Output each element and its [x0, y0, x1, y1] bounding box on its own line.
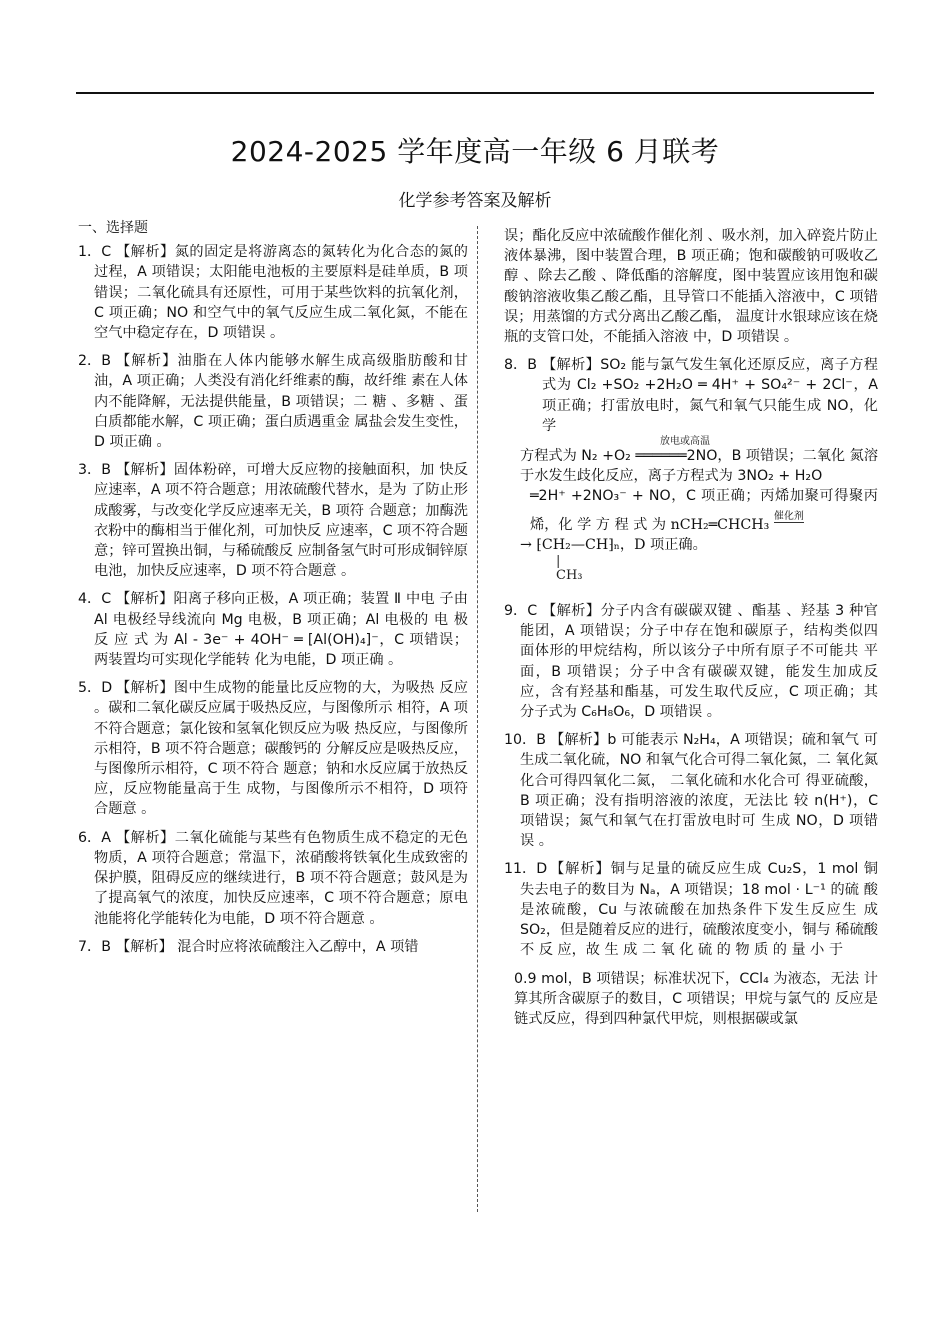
answer-text: 【解析】图中生成物的能量比反应物的大，为吸热 反应 。碳和二氧化碳反应属于吸热反应，与图像所示 相符，A 项不符合题意；氯化铵和氢氧化钡反应为吸 热反应，与图像所示相符，B 项不符合题意；碳酸钙的 分解反应是吸热反应，与图像所示相符，C 项不符合 题意；钠和水反应属于放热反应，反应物能量高于生 成物，与图像所示不相符，D 项符合题意 。: [94, 680, 468, 818]
page-title: 2024-2025 学年度高一年级 6 月联考: [230, 135, 720, 168]
answer-number: 8．B: [504, 357, 537, 374]
column-divider: [477, 226, 478, 1212]
answer-item: [504, 601, 878, 722]
polymer-formula: → ⁅CH₂—CH⁆ₙ，D 项正确。: [520, 536, 707, 553]
answer-number: 6．A: [78, 829, 111, 846]
monomer-formula: nCH₂═CHCH₃: [670, 516, 770, 533]
section-label: 一、选择题: [78, 220, 148, 236]
answer-text: 【解析】氮的固定是将游离态的氮转化为化合态的氮的过程，A 项错误；太阳能电池板的主要原料是硅单质，B 项错误；二氧化硫具有还原性，可用于某些饮料的抗氧化剂，C 项正确；NO 和空气中的氧气反应生成二氧化氮，不能在空气中稳定存在，D 项错误 。: [94, 244, 468, 342]
answer-text: 【解析】油脂在人体内能够水解生成高级脂肪酸和甘油，A 项正确；人类没有消化纤维素的酶，故纤维 素在人体内不能降解，无法提供能量，B 项错误；二 糖 、多糖 、蛋白质都能水解，C 项正确；蛋白质遇重金 属盐会发生变性，D 项正确 。: [94, 353, 468, 451]
answer-number: 5．D: [78, 680, 113, 697]
answer-number: 10．B: [504, 732, 546, 749]
answer-number: 9．C: [504, 603, 538, 620]
equation-text: ═2H⁺ +2NO₃⁻ + NO，C 项正确；丙烯加聚可得聚丙 烯，化 学 方 程 式 为: [530, 488, 883, 533]
answer-item: [78, 589, 468, 670]
answer-text: 【解析】SO₂ 能与氯气发生氧化还原反应，离子方程式为 Cl₂ +SO₂ +2H₂O ═ 4H⁺ + SO₄²⁻ + 2Cl⁻，A 项正确；打雷放电时，氮气和氧气只能生成 NO，化学: [542, 357, 878, 434]
answer-text: 【解析】铜与足量的硫反应生成 Cu₂S，1 mol 铜 失去电子的数目为 Nₐ，A 项错误；18 mol · L⁻¹ 的硫 酸是浓硫酸，Cu 与浓硫酸在加热条件下发生反应生 成 SO₂，但是随着反应的进行，硫酸浓度变小，铜与 稀硫酸不 反 应，故 生 成 二 氧 化 硫 的 物 质 的 量 小 于: [520, 861, 878, 959]
answer-number: 1．C: [78, 244, 112, 261]
answer-number: 7．B: [78, 938, 111, 955]
answer-text: 【解析】固体粉碎，可增大反应物的接触面积，加 快反应速率，A 项不符合题意；用浓硫酸代替水，是为 了防止形成酸雾，与改变化学反应速率无关，B 项符 合题意；加酶洗衣粉中的酶相当于催化剂，可加快反 应速率，C 项不符合题意；锌可置换出铜，与稀硫酸反 应制备氢气时可形成铜锌原电池，加快反应速率，D 项不符合题意 。: [94, 462, 468, 580]
answer-continuation: 误；酯化反应中浓硫酸作催化剂 、吸水剂，加入碎瓷片防止液体暴沸，图中装置合理，B 项正确；饱和碳酸钠可吸收乙醇 、除去乙酸 、降低酯的溶解度，图中装置应该用饱和碳酸钠溶液收集乙酸乙酯，且导管口不能插入溶液中，C 项错误；用蒸馏的方式分离出乙酸乙酯， 温度计水银球应该在烧瓶的支管口处，不能插入溶液 中，D 项错误 。: [504, 228, 878, 346]
answer-text: 【解析】二氧化硫能与某些有色物质生成不稳定的无色物质，A 项符合题意；常温下，浓硝酸将铁氧化生成致密的保护膜，阻碍反应的继续进行，B 项不符合题意；鼓风是为了提高氧气的浓度，加快反应速率，C 项不符合题意；原电池能将化学能转化为电能，D 项不符合题意 。: [94, 829, 468, 927]
answer-continuation: 0.9 mol，B 项错误；标准状况下，CCl₄ 为液态，无法 计算其所含碳原子的数目，C 项错误；甲烷与氯气的 反应是链式反应，得到四种氯代甲烷，则根据碳或氯: [514, 970, 878, 1027]
answer-text: 【解析】阳离子移向正极，A 项正确；装置 Ⅱ 中电 子由 Al 电极经导线流向 Mg 电极，B 项正确；Al 电极的 电 极 反 应 式 为 Al - 3e⁻ + 4OH⁻ ═ [Al(OH)₄]⁻，C 项错误；两装置均可实现化学能转 化为电能，D 项正确 。: [94, 591, 468, 669]
answer-number: 11．D: [504, 861, 548, 878]
side-chain-group: CH₃: [556, 568, 583, 584]
answer-item: [78, 351, 468, 452]
page-subtitle: 化学参考答案及解析: [398, 191, 552, 211]
side-chain-bond: |: [556, 554, 561, 570]
answer-number: 2．B: [78, 353, 111, 370]
answer-text: 【解析】分子内含有碳碳双键 、酯基 、羟基 3 种官 能团，A 项错误；分子中存在饱和碳原子，结构类似四 面体形的甲烷结构，所以该分子中所有原子不可能共 平面，B 项错误；分子中含有碳碳双键，能发生加成反 应，含有羟基和酯基，可发生取代反应，C 项正确；其 分子式为 C₆H₈O₆，D 项错误 。: [520, 603, 878, 721]
answer-text: 【解析】 混合时应将浓硫酸注入乙醇中，A 项错: [116, 938, 419, 955]
equation-line: 方程式为 N₂ +O₂ ══════2NO，B 项错误；二氧化 氮溶于水发生歧化反应，离子方程式为 3NO₂ + H₂O: [520, 448, 879, 485]
reaction-condition: 放电或高温: [660, 436, 710, 448]
catalyst-label: 催化剂: [773, 510, 804, 522]
answer-item: [78, 828, 468, 929]
answer-item: [78, 460, 468, 581]
answer-item: [78, 937, 468, 957]
answer-item: [504, 859, 878, 960]
answer-item: [78, 242, 468, 343]
answer-number: 3．B: [78, 462, 111, 479]
answer-item: [78, 678, 468, 819]
equation-line: [520, 486, 883, 534]
answer-item: [504, 730, 878, 851]
answer-item-8: [504, 355, 883, 584]
right-column: [504, 226, 883, 1037]
top-rule: [76, 92, 874, 94]
left-column: [78, 218, 468, 965]
answer-text: 【解析】b 可能表示 N₂H₄，A 项错误；硫和氧气 可生成二氧化硫，NO 和氧气化合可得二氧化氮，二 氧化氮化合可得四氧化二氮， 二氧化硫和水化合可 得亚硫酸，B 项正确；没有指明溶液的浓度，无法比 较 n(H⁺)，C 项错误；氮气和氧气在打雷放电时可 生成 NO，D 项错误 。: [520, 732, 878, 850]
answer-number: 4．C: [78, 591, 112, 608]
